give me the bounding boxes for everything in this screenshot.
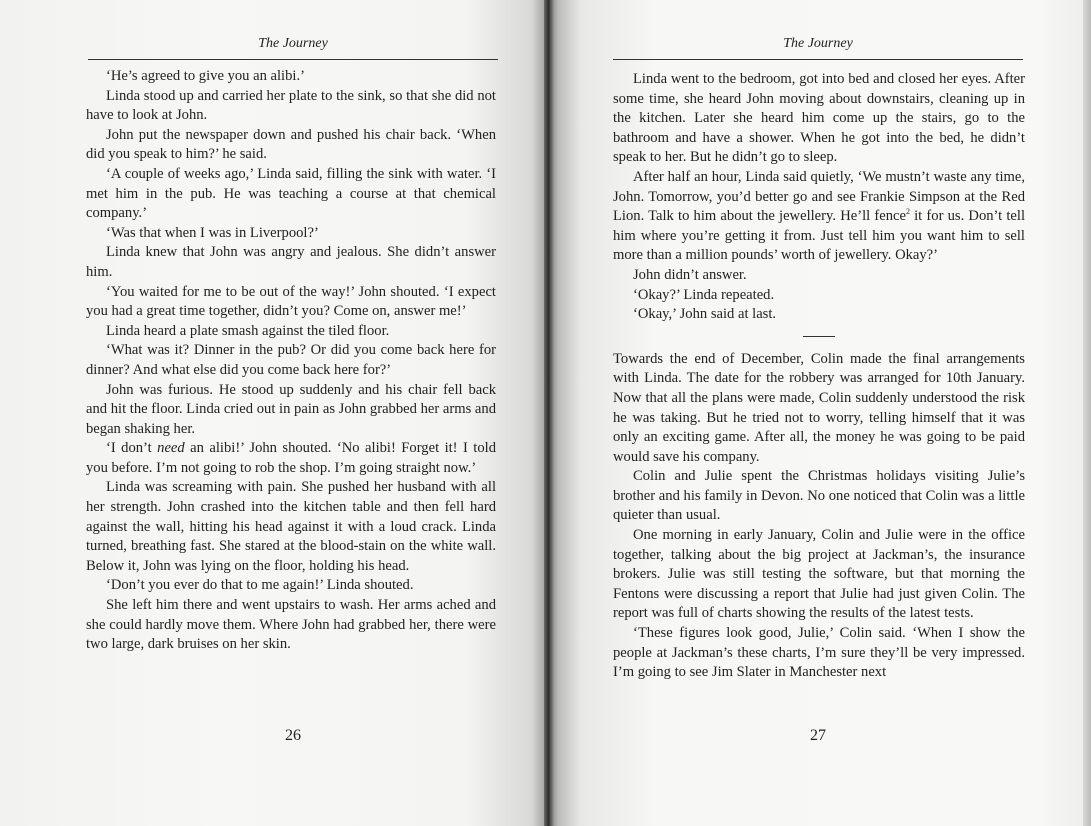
paragraph: John put the newspaper down and pushed his chair back. ‘When did you speak to him?’ he said. bbox=[86, 126, 496, 163]
paragraph: Linda was screaming with pain. She pushed her husband with all her strength. John crashed into the kitchen table and then fell hard against the wall, hitting his head against it with a loud crack. Linda turned, breathing fast. She stared at the blood-stain on the white wall. Below it, John was lying on the floor, holding his head. bbox=[86, 479, 496, 574]
paragraph: ‘You waited for me to be out of the way!’ John shouted. ‘I expect you had a great time together, didn’t you? Come on, answer me!’ bbox=[86, 283, 496, 320]
paragraph: Linda went to the bedroom, got into bed and closed her eyes. After some time, she heard John moving about downstairs, cleaning up in the kitchen. Later she heard him come up the stairs, go to the bathroom and have a shower. When he got into the bed, he didn’t speak to her. But he didn’t go to sleep. bbox=[613, 71, 1025, 166]
page-number: 27 bbox=[810, 727, 826, 744]
page-edge bbox=[1083, 0, 1091, 826]
text-run: an alibi!’ John shouted. ‘No alibi! Forget it! I told you before. I’m not going to rob the shop. I’m going straight now.’ bbox=[86, 440, 496, 476]
paragraph: Linda knew that John was angry and jealous. She didn’t answer him. bbox=[86, 244, 496, 280]
book-spine bbox=[544, 0, 554, 826]
text-run: After half an hour, Linda said quietly, ‘We mustn’t waste any time, John. Tomorrow, you’d better go and see Frankie Simpson at the Red Lion. Talk to him about the jewellery. He’ll fence bbox=[613, 168, 1025, 225]
paragraph bbox=[86, 439, 496, 478]
paragraph: Colin and Julie spent the Christmas holidays visiting Julie’s brother and his family in Devon. No one noticed that Colin was a little quieter than usual. bbox=[613, 468, 1025, 524]
paragraph: ‘He’s agreed to give you an alibi.’ bbox=[106, 68, 305, 84]
paragraph: ‘Okay,’ John said at last. bbox=[633, 306, 777, 323]
paragraph: ‘What was it? Dinner in the pub? Or did you come back here for dinner? And what else did you come back here for?’ bbox=[86, 342, 496, 378]
right-page bbox=[548, 0, 1091, 826]
paragraph: ‘A couple of weeks ago,’ Linda said, filling the sink with water. ‘I met him in the pub. He was teaching a course at that chemical company.’ bbox=[86, 165, 496, 222]
page-body bbox=[613, 70, 1025, 683]
paragraph: One morning in early January, Colin and Julie were in the office together, talking about the big project at Jackman’s, the insurance brokers. Julie was still testing the software, but that morning the Fentons were discussing a report that Julie had just given Colin. The report was full of charts showing the results of the latest tests. bbox=[613, 527, 1025, 622]
running-head: The Journey bbox=[783, 36, 853, 51]
paragraph: John didn’t answer. bbox=[633, 266, 747, 283]
paragraph: ‘Okay?’ Linda repeated. bbox=[633, 286, 775, 303]
page-number: 26 bbox=[285, 727, 301, 744]
paragraph: Linda stood up and carried her plate to the sink, so that she did not have to look at John. bbox=[86, 87, 496, 124]
header-rule bbox=[613, 59, 1023, 60]
paragraph: Linda heard a plate smash against the tiled floor. bbox=[106, 322, 390, 339]
page-body bbox=[86, 67, 496, 655]
paragraph: John was furious. He stood up suddenly and his chair fell back and hit the floor. Linda cried out in pain as John grabbed her arms and began shaking her. bbox=[86, 381, 496, 437]
paragraph: ‘Don’t you ever do that to me again!’ Linda shouted. bbox=[106, 577, 414, 594]
text-run: ‘I don’t bbox=[106, 440, 158, 457]
paragraph: ‘These figures look good, Julie,’ Colin said. ‘When I show the people at Jackman’s these charts, I’m sure they’ll be very impressed. I’m going to see Jim Slater in Manchester next bbox=[613, 625, 1025, 681]
text-run: it for us. Don’t tell him where you’re getting it from. Just tell him you want him to sell more than a million pounds’ worth of jewellery. Okay?’ bbox=[613, 208, 1026, 264]
section-break bbox=[803, 336, 835, 337]
paragraph: Towards the end of December, Colin made the final arrangements with Linda. The date for the robbery was arranged for 10th January. Now that all the plans were made, Colin suddenly understood the risk he was taking. But he tried not to worry, telling himself that it was only an exciting game. After all, the money he was going to be paid would save his company. bbox=[613, 350, 1025, 465]
header-rule bbox=[88, 59, 498, 60]
paragraph: She left him there and went upstairs to wash. Her arms ached and she could hardly move them. Where John had grabbed her, there were two large, dark bruises on her skin. bbox=[86, 597, 496, 653]
paragraph bbox=[613, 168, 1025, 266]
emphasis-word: need bbox=[157, 440, 185, 457]
footnote-marker: 2 bbox=[905, 207, 910, 217]
running-head: The Journey bbox=[258, 36, 328, 51]
paragraph: ‘Was that when I was in Liverpool?’ bbox=[106, 224, 319, 241]
